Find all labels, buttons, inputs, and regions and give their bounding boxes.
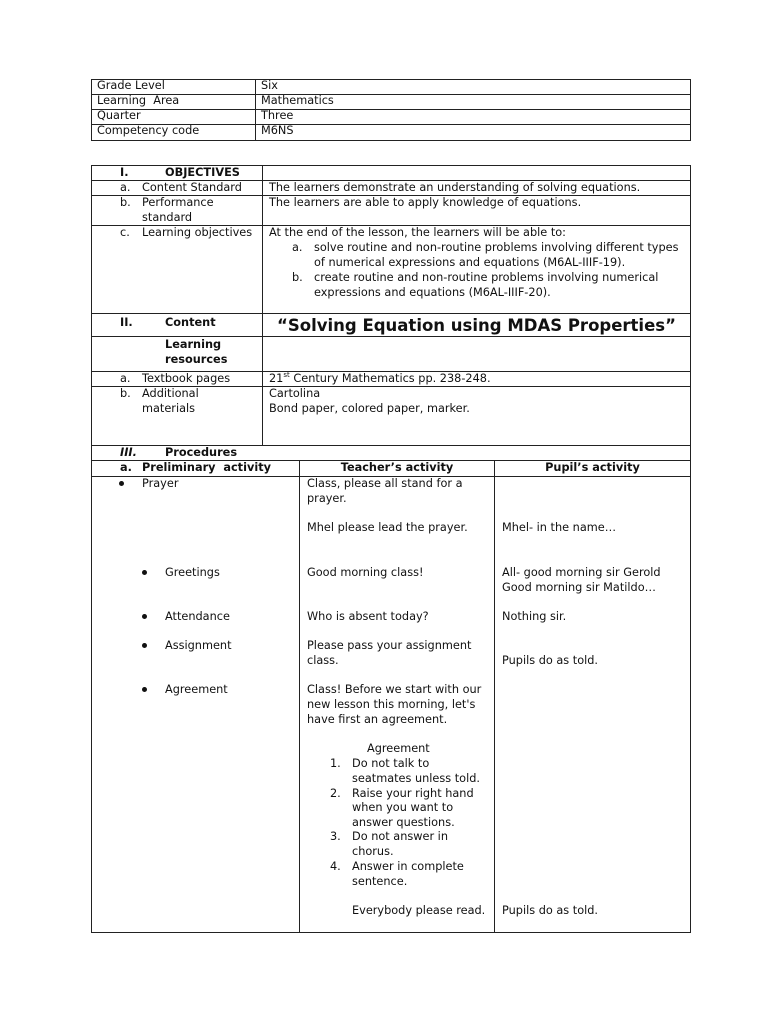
- bullet-icon: [142, 570, 147, 575]
- content-standard-text: The learners demonstrate an understanding of solving equations.: [269, 181, 641, 194]
- activity-label-assignment: Assignment: [165, 639, 232, 652]
- textbook-label: Textbook pages: [142, 372, 231, 385]
- textbook-reference: 21st Century Mathematics pp. 238-248.: [269, 371, 491, 385]
- info-label-quarter: Quarter: [97, 109, 141, 122]
- learning-objectives-marker: c.: [120, 226, 130, 239]
- objective-b-line1: create routine and non-routine problems involving numerical: [314, 271, 659, 284]
- learning-resources-label-line1: Learning: [165, 338, 222, 351]
- rule-number: 1.: [330, 757, 341, 770]
- agreement-teacher-line3: have first an agreement.: [307, 713, 448, 726]
- objective-b-marker: b.: [292, 271, 303, 284]
- learning-objectives-intro: At the end of the lesson, the learners will be able to:: [269, 226, 566, 239]
- objective-a-line1: solve routine and non-routine problems involving different types: [314, 241, 679, 254]
- prayer-teacher-line1: Class, please all stand for a: [307, 477, 463, 490]
- prayer-teacher-line2: prayer.: [307, 492, 347, 505]
- agreement-closing: Everybody please read.: [352, 904, 486, 917]
- activity-label-greetings: Greetings: [165, 566, 220, 579]
- prayer-pupil-response: Mhel- in the name…: [502, 521, 617, 534]
- additional-materials-line1: Cartolina: [269, 387, 321, 400]
- agreement-teacher-line1: Class! Before we start with our: [307, 683, 482, 696]
- greetings-pupil-line2: Good morning sir Matildo…: [502, 581, 656, 594]
- rule-number: 4.: [330, 860, 341, 873]
- learning-objectives-label: Learning objectives: [142, 226, 253, 239]
- section-number-objectives: I.: [120, 166, 129, 179]
- objective-b-line2: expressions and equations (M6AL-IIIF-20).: [314, 286, 551, 299]
- additional-materials-label-line2: materials: [142, 402, 196, 415]
- rule-4-line1: Answer in complete: [352, 860, 464, 873]
- content-standard-marker: a.: [120, 181, 131, 194]
- bullet-icon: [142, 643, 147, 648]
- greetings-pupil-line1: All- good morning sir Gerold: [502, 566, 661, 579]
- content-standard-label: Content Standard: [142, 181, 242, 194]
- info-label-competency-code: Competency code: [97, 124, 200, 137]
- prayer-teacher-line3: Mhel please lead the prayer.: [307, 521, 468, 534]
- agreement-pupil: Pupils do as told.: [502, 904, 599, 917]
- textbook-marker: a.: [120, 372, 131, 385]
- bullet-icon: [142, 687, 147, 692]
- rule-2-line3: answer questions.: [352, 816, 455, 829]
- assignment-teacher-line2: class.: [307, 654, 339, 667]
- rule-2-line1: Raise your right hand: [352, 787, 474, 800]
- greetings-teacher: Good morning class!: [307, 566, 424, 579]
- section-title-content: Content: [165, 316, 216, 329]
- rule-number: 3.: [330, 830, 341, 843]
- rule-3-line2: chorus.: [352, 845, 394, 858]
- info-value-quarter: Three: [261, 109, 294, 122]
- bullet-icon: [119, 481, 124, 486]
- rule-3-line1: Do not answer in: [352, 830, 448, 843]
- activity-label-prayer: Prayer: [142, 477, 179, 490]
- info-label-learning-area: Learning Area: [97, 94, 180, 107]
- performance-standard-label-line2: standard: [142, 211, 193, 224]
- teacher-activity-header: Teacher’s activity: [340, 461, 454, 474]
- performance-standard-marker: b.: [120, 196, 131, 209]
- attendance-teacher: Who is absent today?: [307, 610, 429, 623]
- section-number-procedures: III.: [120, 446, 137, 459]
- learning-resources-label-line2: resources: [165, 353, 228, 366]
- additional-materials-marker: b.: [120, 387, 131, 400]
- performance-standard-text: The learners are able to apply knowledge of equations.: [269, 196, 582, 209]
- performance-standard-label-line1: Performance: [142, 196, 214, 209]
- section-title-procedures: Procedures: [165, 446, 238, 459]
- activity-label-attendance: Attendance: [165, 610, 230, 623]
- info-label-grade-level: Grade Level: [97, 79, 165, 92]
- section-number-content: II.: [120, 316, 133, 329]
- rule-1-line1: Do not talk to: [352, 757, 430, 770]
- activity-label-agreement: Agreement: [165, 683, 228, 696]
- assignment-teacher-line1: Please pass your assignment: [307, 639, 472, 652]
- additional-materials-line2: Bond paper, colored paper, marker.: [269, 402, 470, 415]
- info-value-learning-area: Mathematics: [261, 94, 334, 107]
- rule-1-line2: seatmates unless told.: [352, 772, 480, 785]
- section-title-objectives: OBJECTIVES: [165, 166, 240, 179]
- assignment-pupil: Pupils do as told.: [502, 654, 599, 667]
- info-value-grade-level: Six: [261, 79, 278, 92]
- additional-materials-label-line1: Additional: [142, 387, 199, 400]
- attendance-pupil: Nothing sir.: [502, 610, 567, 623]
- rule-number: 2.: [330, 787, 341, 800]
- rule-2-line2: when you want to: [352, 801, 454, 814]
- info-value-competency-code: M6NS: [261, 124, 294, 137]
- preliminary-activity-marker: a.: [120, 461, 132, 474]
- objective-a-marker: a.: [292, 241, 303, 254]
- rule-4-line2: sentence.: [352, 875, 408, 888]
- objective-a-line2: of numerical expressions and equations (M6AL-IIIF-19).: [314, 256, 626, 269]
- agreement-teacher-line2: new lesson this morning, let's: [307, 698, 476, 711]
- lesson-topic-title: “Solving Equation using MDAS Properties”: [277, 316, 676, 335]
- pupil-activity-header: Pupil’s activity: [545, 461, 640, 474]
- bullet-icon: [142, 614, 147, 619]
- preliminary-activity-header: Preliminary activity: [142, 461, 271, 474]
- agreement-heading: Agreement: [367, 742, 430, 755]
